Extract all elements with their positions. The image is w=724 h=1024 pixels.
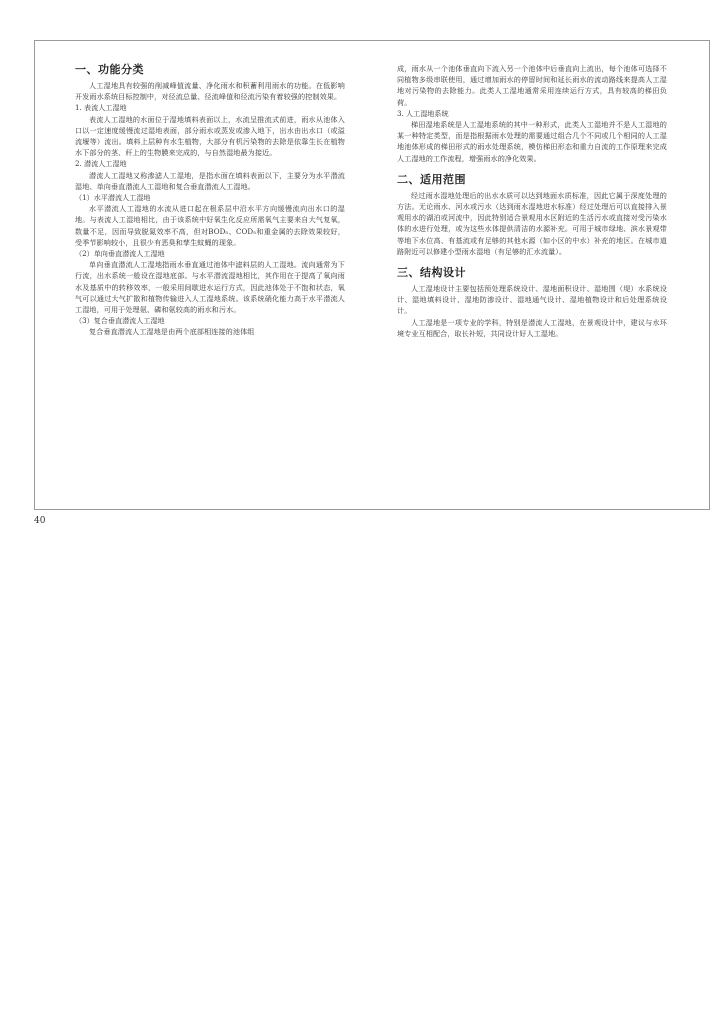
- subheading-surface-flow-wetland: 1. 表流人工湿地: [75, 103, 127, 113]
- paragraph-surface-flow-wetland: 表流人工湿地的水面位于湿地填料表面以上，水流呈推流式前进，雨水从池体入口以一定速度缓慢流过湿地表面，部分雨水或蒸发或渗入地下，出水由出水口（或溢流堰等）流出。填料上层种有水生植物，大部分有机污染物的去除是依靠生长在植物水下部分的茎、秆上的生物膜来完成的，与自然湿地最为接近。: [75, 114, 345, 158]
- section-heading-structure-design: 三、结构设计: [397, 266, 466, 280]
- paragraph-wetland-system: 梯田湿地系统是人工湿地系统的其中一种形式，此类人工湿地并不是人工湿地的某一种特定类型，而是指根据雨水处理的需要通过组合几个不同或几个相同的人工湿地池体形成的梯田形式的雨水处理系统，模仿梯田形态和重力自流的工作原理来完成人工湿地的工作流程，增强雨水的净化效果。: [397, 120, 667, 163]
- paragraph-structure-design-2: 人工湿地是一项专业的学科，特别是潜流人工湿地，在景观设计中，建议与水环境专业互相配合，取长补短，共同设计好人工湿地。: [397, 317, 667, 338]
- left-column: [75, 63, 345, 338]
- paragraph-scope: 经过雨水湿地处理后的出水水质可以达到地面水质标准，因此它属于深度处理的方法。无论雨水、河水或污水（达到雨水湿地进水标准）经过处理后可以直接排入景观用水的湖泊或河流中，因此特别适合景观用水区附近的生活污水或直接对受污染水体的水进行处理，或为这些水体提供清洁的水源补充。可用于城市绿地、滨水景观带等地下水位高、有基流或有足够的其他水源（如小区的中水）补充的地区。在城市道路附近可以修建小型雨水湿地（有足够的汇水流量）。: [397, 190, 667, 256]
- section-heading-scope: 二、适用范围: [397, 172, 466, 186]
- right-column: [397, 63, 667, 339]
- section-heading-function-classification: 一、功能分类: [75, 63, 144, 76]
- page-number: 40: [34, 516, 46, 526]
- paragraph-horizontal-subsurface: 水平潜流人工湿地的水流从进口起在根系层中沿水平方向缓慢流向出水口的湿地。与表流人工湿地相比，由于该系统中好氧生化反应所需氧气主要来自大气复氧，数量不足，因而导致脱氮效率不高，但对BOD₅、COD₅和重金属的去除效果较好，受季节影响较小，且很少有恶臭和孳生蚊蝇的现象。: [75, 204, 345, 247]
- paragraph-subsurface-flow-wetland: 潜流人工湿地又称渗滤人工湿地，是指水面在填料表面以下，主要分为水平潜流湿地、单向垂直潜流人工湿地和复合垂直潜流人工湿地。: [75, 170, 345, 191]
- paragraph-composite-vertical-continued: 成，雨水从一个池体垂直向下流入另一个池体中后垂直向上流出，每个池体可选择不同植物多级串联使用，通过增加雨水的停留时间和延长雨水的流动路线来提高人工湿地对污染物的去除能力。此类人工湿地通常采用连续运行方式，具有较高的梯田负荷。: [397, 64, 667, 107]
- subheading-wetland-system: 3. 人工湿地系统: [397, 108, 449, 118]
- subheading-subsurface-flow-wetland: 2. 潜流人工湿地: [75, 159, 127, 169]
- subheading-composite-vertical: （3）复合垂直潜流人工湿地: [75, 316, 165, 326]
- paragraph-intro: 人工湿地具有较强的削减峰值流量、净化雨水和积蓄利用雨水的功能。在低影响开发雨水系统目标控制中，对径流总量、径流峰值和径流污染有着较强的控制效果。: [75, 81, 345, 102]
- subheading-horizontal-subsurface: （1）水平潜流人工湿地: [75, 193, 151, 203]
- paragraph-composite-vertical: 复合垂直潜流人工湿地是由两个底部相连接的池体组: [89, 327, 255, 337]
- paragraph-structure-design-1: 人工湿地设计主要包括预处理系统设计、湿地面积设计、湿地围（堤）水系统设计、湿地填料设计、湿地防渗设计、湿地通气设计、湿地植物设计和后处理系统设计。: [397, 284, 667, 316]
- page-frame: [34, 40, 710, 510]
- paragraph-vertical-subsurface: 单向垂直潜流人工湿地指雨水垂直通过池体中滤料层的人工湿地。流向通常为下行流，出水系统一般设在湿地底部。与水平潜流湿地相比，其作用在于提高了氧向雨水及基质中的转移效率，一般采用间歇进水运行方式，因此池体处于不饱和状态，氧气可以通过大气扩散和植物传输进入人工湿地系统。该系统硝化能力高于水平潜流人工湿地，可用于处理氨、磷和氨较高的雨水和污水。: [75, 260, 345, 315]
- subheading-vertical-subsurface: （2）单向垂直潜流人工湿地: [75, 249, 165, 259]
